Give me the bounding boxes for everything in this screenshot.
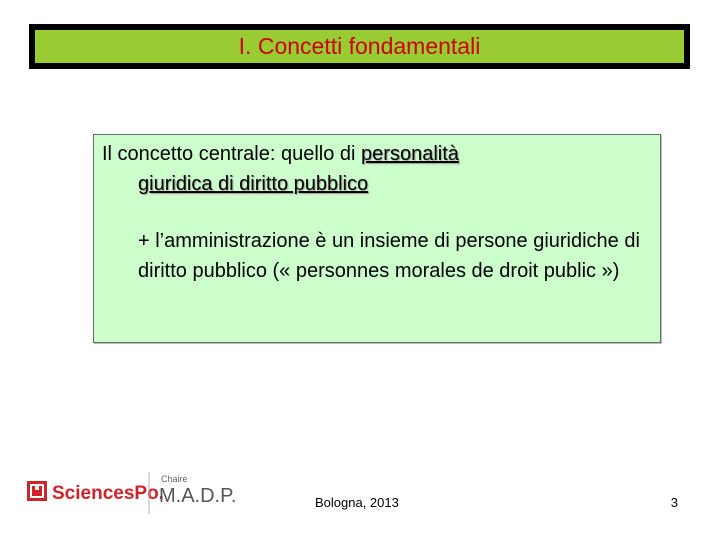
paragraph-administration: + l’amministrazione è un insieme di persone giuridiche di diritto pubblico (« personnes morales de droit public ») — [138, 230, 640, 282]
page-number: 3 — [670, 495, 678, 510]
footer-location-year: Bologna, 2013 — [315, 495, 399, 510]
title-band — [35, 30, 684, 63]
central-concept-emphasis-2: giuridica di diritto pubblico — [138, 173, 369, 195]
paragraph-central-concept — [102, 139, 652, 199]
logo-chaire-text: Chaire — [161, 474, 188, 484]
sciencespo-madp-logo — [27, 470, 257, 518]
logo-sciencespo-text: SciencesPo. — [52, 483, 164, 504]
central-concept-emphasis-1: personalità — [361, 143, 459, 165]
logo-madp-text: M.A.D.P. — [159, 485, 237, 507]
central-concept-lead: Il concetto centrale: quello di — [102, 143, 362, 165]
title-bar — [29, 24, 690, 69]
content-box — [93, 134, 661, 343]
logo-graphic — [27, 470, 257, 518]
slide-title: I. Concetti fondamentali — [238, 33, 481, 59]
